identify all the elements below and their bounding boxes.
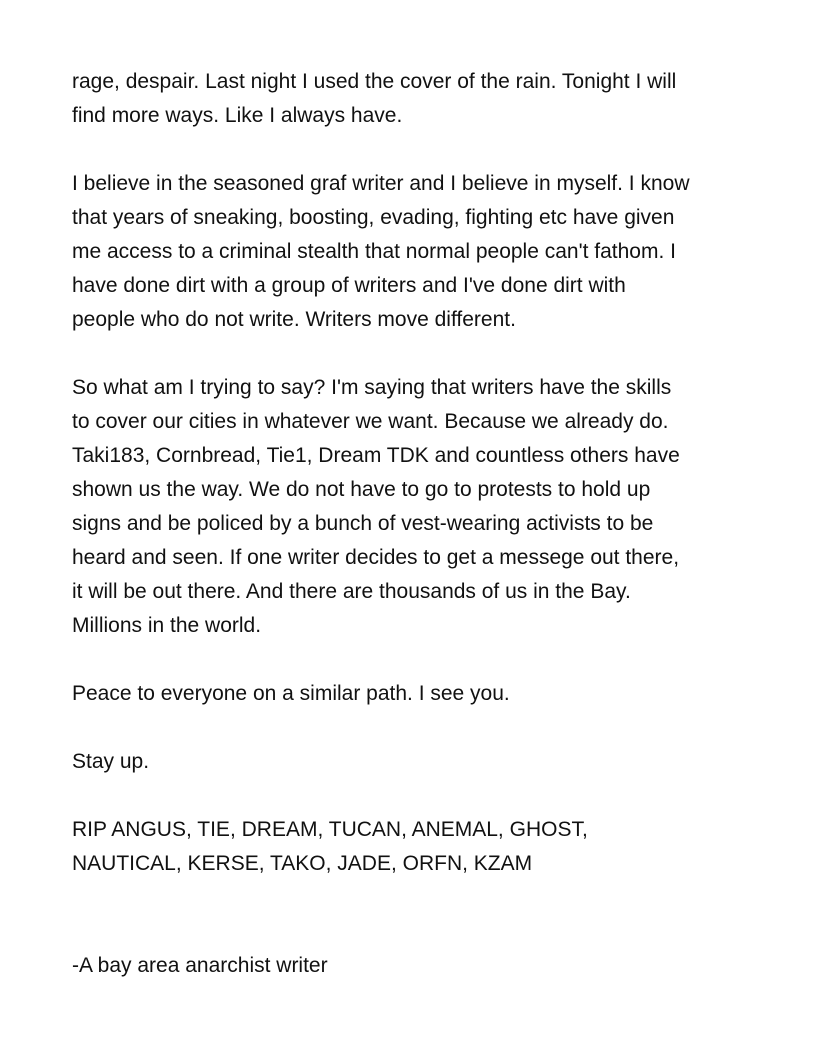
paragraph-spacer: [72, 643, 744, 677]
paragraph-spacer: [72, 711, 744, 745]
text-line: it will be out there. And there are thousands of us in the Bay.: [72, 580, 631, 603]
text-line: rage, despair. Last night I used the cover of the rain. Tonight I will: [72, 70, 677, 93]
text-line: heard and seen. If one writer decides to get a messege out there,: [72, 546, 680, 569]
text-line: RIP ANGUS, TIE, DREAM, TUCAN, ANEMAL, GHOST,: [72, 818, 588, 841]
paragraph-spacer: [72, 337, 744, 371]
paragraph-peace: [72, 677, 744, 711]
text-line: signs and be policed by a bunch of vest-wearing activists to be: [72, 512, 654, 535]
paragraph-believe: [72, 167, 744, 337]
text-line: people who do not write. Writers move different.: [72, 308, 516, 331]
signature-text: -A bay area anarchist writer: [72, 954, 328, 977]
paragraph-rage-despair: [72, 65, 744, 133]
text-line: find more ways. Like I always have.: [72, 104, 403, 127]
paragraph-spacer: [72, 881, 744, 949]
paragraph-what-am-i-saying: [72, 371, 744, 643]
signature: [72, 949, 744, 983]
text-line: that years of sneaking, boosting, evading, fighting etc have given: [72, 206, 675, 229]
paragraph-rip-list: [72, 813, 744, 881]
paragraph-stay-up: [72, 745, 744, 779]
paragraph-spacer: [72, 133, 744, 167]
text-line: Stay up.: [72, 750, 150, 773]
text-line: have done dirt with a group of writers and I've done dirt with: [72, 274, 626, 297]
text-line: NAUTICAL, KERSE, TAKO, JADE, ORFN, KZAM: [72, 852, 533, 875]
text-line: Taki183, Cornbread, Tie1, Dream TDK and countless others have: [72, 444, 680, 467]
text-line: Millions in the world.: [72, 614, 262, 637]
text-line: So what am I trying to say? I'm saying that writers have the skills: [72, 376, 672, 399]
text-line: me access to a criminal stealth that normal people can't fathom. I: [72, 240, 676, 263]
text-line: to cover our cities in whatever we want. Because we already do.: [72, 410, 669, 433]
text-line: shown us the way. We do not have to go to protests to hold up: [72, 478, 651, 501]
text-line: Peace to everyone on a similar path. I see you.: [72, 682, 510, 705]
text-line: I believe in the seasoned graf writer and I believe in myself. I know: [72, 172, 690, 195]
paragraph-spacer: [72, 779, 744, 813]
document-page: [72, 65, 744, 983]
